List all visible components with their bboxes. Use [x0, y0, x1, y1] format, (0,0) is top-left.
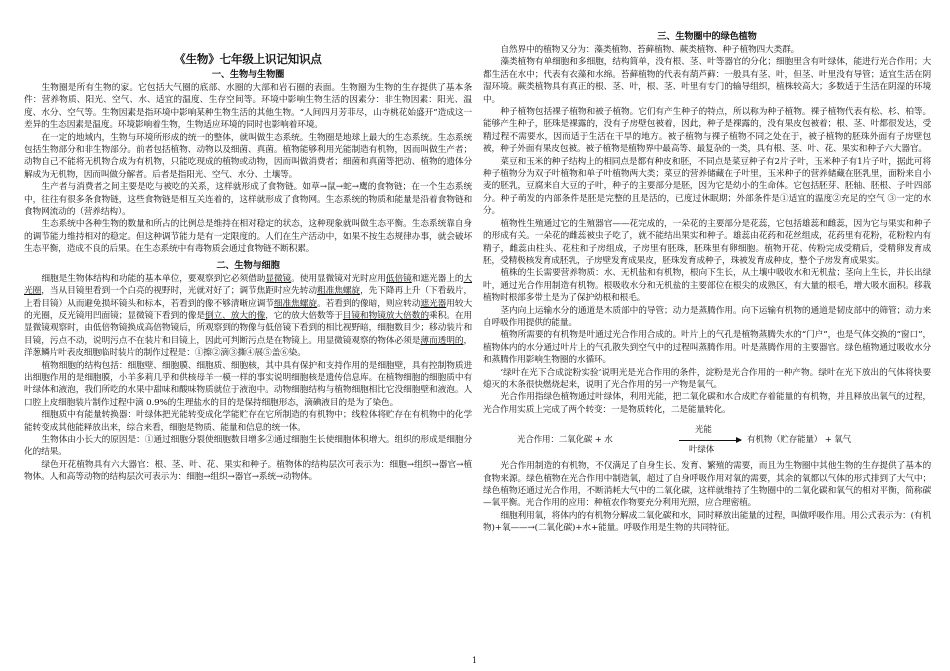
paragraph: 茎内向上运输水分的通道是木质部中的导管；动力是蒸腾作用。向下运输有机物的通道是韧皮部中的筛管；动力来自呼吸作用提供的能量。 [483, 305, 931, 328]
paragraph: 植株的生长需要营养物质：水、无机盐和有机物，根向下生长，从土壤中吸收水和无机盐；茎向上生长，并长出绿叶，通过光合作用制造有机物。根吸收水分和无机盐的主要部位在根尖的成熟区，有大量的根毛，增大吸水面积。移栽植物时根部多带土是为了保护幼根和根毛。 [483, 268, 931, 304]
left-column [24, 52, 472, 484]
underlined-term: 细准焦螺旋 [273, 298, 317, 309]
underlined-term: 粗准焦螺旋 [316, 286, 361, 297]
paragraph: 光合作用制造的有机物，不仅满足了自身生长、发育、繁殖的需要，而且为生物圈中其他生物的生存提供了基本的食物来源。绿色植物在光合作用中制造氧，超过了自身呼吸作用对氧的需要，其余的氧都以气体的形式排到了大气中；绿色植物还通过光合作用，不断消耗大气中的二氧化碳，这样就维持了生物圈中的二氧化碳和氧气的相对平衡，简称碳—氧平衡。光合作用的应用：种植农作物要充分利用光照，应合理密植。 [483, 461, 931, 509]
paragraph: ‘绿叶在光下合成淀粉实验’说明光是光合作用的条件，淀粉是光合作用的一种产物。绿叶在光下放出的气体将快要熄灭的木条很快燃烧起来，说明了光合作用的另一产物是氧气。 [483, 367, 931, 390]
text-run: ，当从目镜里看到一个白亮的视野时，光就对好了；调节焦距时应先转动 [41, 286, 317, 297]
paragraph: 菜豆和玉米的种子结构上的相同点是都有种皮和胚，不同点是菜豆种子有2片子叶，玉米种子有1片子叶，据此可将种子植物分为双子叶植物和单子叶植物两大类；菜豆的营养储藏在子叶里，玉米种子的营养储藏在胚乳里，面粉来自小麦的胚乳，豆腐来自大豆的子叶，种子的主要部分是胚，因为它是幼小的生命体。它包括胚芽、胚轴、胚根、子叶四部分。种子萌发的内部条件是胚是完整的且是活的，已度过休眠期；外部条件是①适宜的温度②充足的空气 ③一定的水分。 [483, 156, 931, 217]
section-1-title: 一、生物与生物圈 [211, 69, 285, 80]
paragraph: 种子植物包括裸子植物和被子植物。它们有产生种子的特点，所以称为种子植物。裸子植物代表有松、杉、柏等。能够产生种子，胚珠是裸露的，没有子房壁包被着，因此，种子是裸露的，没有果皮包被着；根、茎、叶都很发达，受精过程不需要水，因而适于生活在干旱的地方。被子植物与裸子植物不同之处在于，被子植物的胚珠外面有子房壁包被，种子外面有果皮包被。被子植物是植物界中最高等、最复杂的一类，具有根、茎、叶、花、果实和种子六大器官。 [483, 107, 931, 155]
photosynthesis-equation [483, 418, 931, 458]
underlined-term: 低倍镜 [385, 273, 412, 284]
paragraph: 绿色开花植物具有六大器官：根、茎、叶、花、果实和种子。植物体的结构层次可表示为：细胞→组织→器官→植物体。人和高等动物的结构层次可表示为：细胞→组织→器官→系统→动物体。 [24, 459, 472, 483]
document-title: 《生物》七年级上识记知识点 [174, 52, 322, 66]
underlined-term: 目镜和物镜放大倍数的 [342, 310, 429, 321]
paragraph: 植物所需要的有机物是叶通过光合作用合成的。叶片上的气孔是植物蒸腾失水的“门户”，也是气体交换的“窗口”，植物体内的水分通过叶片上的气孔散失到空气中的过程叫蒸腾作用。叶是蒸腾作用的主要器官。绿色植物通过吸收水分和蒸腾作用影响生物圈的水循环。 [483, 330, 931, 366]
text-run: 乘积。在用显微镜观察时，由低倍物镜换成高倍物镜后，所观察到的物像与低倍镜下看到的相比视野暗，细胞数目少；移动装片和目镜，污点不动，说明污点不在装片和目镜上，因此可判断污点是在物镜上。用显微镜观察的物体必须是 [24, 310, 472, 346]
reaction-arrow-icon [679, 440, 741, 441]
right-column [483, 30, 931, 535]
section-2-title: 二、生物与细胞 [216, 259, 280, 271]
paragraph: 细胞质中有能量转换器：叶绿体把光能转变成化学能贮存在它所制造的有机物中；线粒体将贮存在有机物中的化学能转变成其他能释放出来，综合来看，细胞是物质、能量和信息的统一体。 [24, 410, 472, 433]
text-run: 。若看到的像暗，则应转动 [316, 298, 421, 309]
text-run: 细胞是生物体结构和功能的基本单位，要观察到它必须借助 [41, 273, 266, 284]
paragraph: 细胞利用氧，将体内的有机物分解成二氧化碳和水，同时释放出能量的过程，叫做呼吸作用。用公式表示为：(有机物)+氧——→(二氧化碳)+水+能量。呼吸作用是生物的共同特征。 [483, 510, 931, 534]
text-run: ，它的放大倍数等于 [265, 310, 343, 321]
equation-products: 有机物（贮存能量） + 氧气 [747, 435, 851, 446]
paragraph: 生物圈是所有生物的家。它包括大气圈的底部、水圈的大部和岩石圈的表面。生物圈为生物的生存提供了基本条件：营养物质、阳光、空气、水、适宜的温度、生存空间等。环境中影响生物生活的因素分：非生物因素：阳光、温度、水分、空气等。生物因素是指环境中影响某种生物生活的其他生物。“人间四月芳菲尽，山寺桃花始盛开”造成这一差异的生态因素是温度。环境影响着生物，生物适应环境的同时也影响着环境。 [24, 83, 472, 131]
equation-site-chloroplast: 叶绿体 [689, 445, 715, 456]
equation-reactants: 光合作用：二氧化碳 + 水 [517, 435, 613, 446]
page-number: 1 [472, 656, 478, 665]
paragraph: 生产者与消费者之间主要是吃与被吃的关系，这样就形成了食物链。如草→鼠→蛇→鹰的食物链；在一个生态系统中，往往有很多条食物链，这些食物链是相互关连着的，这样就形成了食物网。生态系统的物质和能量是沿着食物链和食物网流动的（营养结构）。 [24, 182, 472, 218]
paragraph: 植物性生殖通过它的生殖器官——花完成的，一朵花的主要部分是花蕊，它包括雄蕊和雌蕊，因为它与果实和种子的形成有关。一朵花的雌蕊被虫子吃了，就不能结出果实和种子。雄蕊由花药和花丝组成，花药里有花粉，花粉粒内有精子，雌蕊由柱头、花柱和子房组成，子房里有胚珠，胚珠里有卵细胞。植物开花、传粉完成受精后，受精卵发育成胚，受精极核发育成胚乳，子房壁发育成果皮，胚珠发育成种子，珠被发育成种皮，整个子房发育成果实。 [483, 218, 931, 266]
paragraph: 光合作用指绿色植物通过叶绿体，利用光能，把二氧化碳和水合成贮存着能量的有机物，并且释放出氧气的过程，光合作用实质上完成了两个转变：一是物质转化，二是能量转化。 [483, 392, 931, 415]
underlined-term: 倒立、放大的像 [204, 310, 266, 321]
underlined-term: 显微镜 [265, 273, 292, 284]
text-run: 。使用显微镜对光时应用 [291, 273, 386, 284]
paragraph: 藻类植物有单细胞和多细胞，结构简单，没有根、茎、叶等器官的分化；细胞里含有叶绿体，能进行光合作用；大都生活在水中；代表有衣藻和水绵。苔藓植物的代表有葫芦藓：一般具有茎、叶，但茎、叶里没有导管；适宜生活在阴湿环境。蕨类植物具有真正的根、茎、叶，根、茎、叶里有专门的输导组织，植株较高大；多数适于生活在阴湿的环境中。 [483, 57, 931, 105]
text-run: ，先下降再上升（下看载片，上看目镜）从而避免损坏镜头和标本，若看到的像不够清晰应调节 [24, 286, 472, 309]
text-run: 用较大的光圈，反光镜用凹面镜；显微镜下看到的像是 [24, 298, 473, 321]
paragraph-microscope [24, 273, 472, 360]
text-run: ，洋葱鳞片叶表皮细胞临时装片的制作过程是：①擦②滴③撕④展⑤盖⑥染。 [24, 335, 472, 359]
paragraph: 生态系统中各种生物的数量和所占的比例总是维持在相对稳定的状态，这种现象就叫做生态平衡。生态系统靠自身的调节能力维持相对的稳定。但这种调节能力是有一定限度的。人们在生产活动中，如果不按生态规律办事，就会破坏生态平衡，造成不良的后果。在生态系统中有毒物质会通过食物链不断积累。 [24, 219, 472, 255]
underlined-term: 遮光器 [420, 298, 447, 309]
text-run: 和遮光器上的 [411, 273, 464, 284]
section-3-title: 三、生物圈中的绿色植物 [657, 31, 757, 42]
equation-condition-light: 光能 [695, 425, 712, 436]
underlined-term: 大光圈 [24, 273, 472, 297]
paragraph: 自然界中的植物又分为：藻类植物、苔藓植物、蕨类植物、种子植物四大类群。 [500, 45, 800, 55]
underlined-term: 薄而透明的 [420, 335, 464, 346]
paragraph: 生物体由小长大的原因是：①通过细胞分裂使细胞数目增多②通过细胞生长使细胞体积增大。组织的形成是细胞分化的结果。 [24, 434, 472, 458]
paragraph: 在一定的地域内，生物与环境所形成的统一的整体，就叫做生态系统。生物圈是地球上最大的生态系统。生态系统包括生物部分和非生物部分。前者包括植物、动物以及细菌、真菌。植物能够利用光能制造有机物，因而叫做生产者；动物自己不能将无机物合成为有机物，只能吃现成的植物或动物，因而叫做消费者；细菌和真菌等把动、植物的遗体分解成为无机物，因而叫做分解者。后者是指阳光、空气、水分、土壤等。 [24, 132, 472, 180]
paragraph: 植物细胞的结构包括：细胞壁、细胞膜、细胞质、细胞核，其中具有保护和支持作用的是细胞壁，具有控制物质进出细胞作用的是细胞膜，小羊多莉几乎和供核母羊一模一样的事实说明细胞核是遗传信息库。在植物细胞的细胞质中有叶绿体和液泡，我们所吃的水果中甜味和酸味物质就位于液泡中。动物细胞结构与植物细胞相比它没细胞壁和液泡。人口腔上皮细胞装片制作过程中滴 0.9%的生理盐水的目的是保持细胞形态，滴碘液目的是为了染色。 [24, 360, 472, 408]
